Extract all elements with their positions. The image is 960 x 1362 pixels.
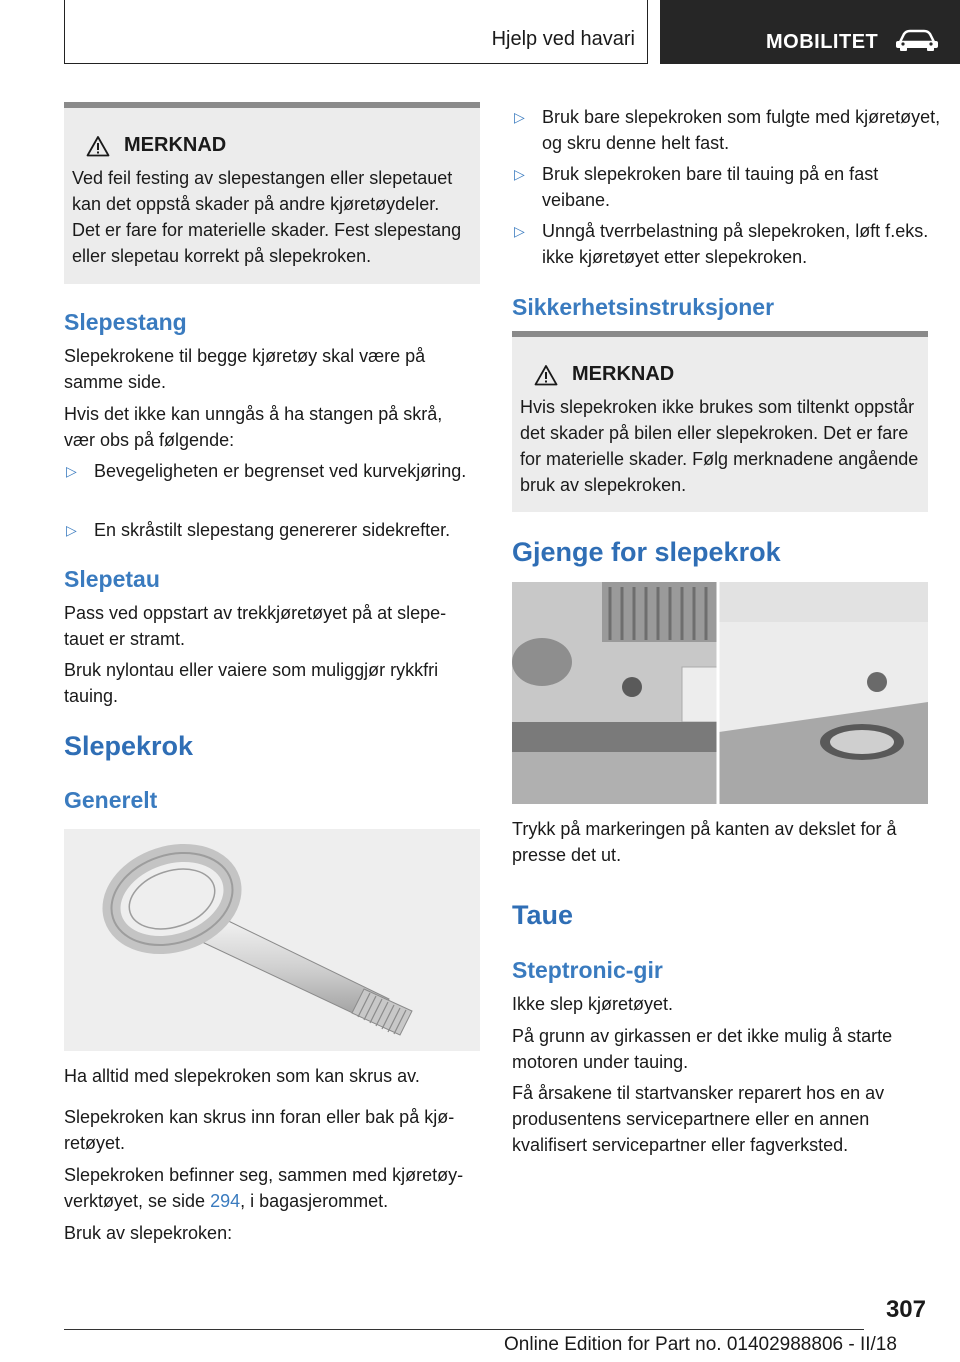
list-item: ▷ Bevegeligheten er begrenset ved kurvekjøring. xyxy=(64,458,480,484)
thread-cover-image xyxy=(512,582,928,804)
bullet-triangle-icon: ▷ xyxy=(514,223,525,239)
heading-slepestang: Slepestang xyxy=(64,309,187,335)
warning-icon xyxy=(534,364,558,386)
slepetau-p1: Pass ved oppstart av trekkjøretøyet på at slepetauet er stramt. xyxy=(64,603,447,649)
list-item: ▷ Unngå tverrbelastning på slepekroken, løft f.eks. ikke kjøretøyet etter slepekroken. xyxy=(512,218,942,270)
tow-hook-image xyxy=(64,829,480,1051)
tow-hook-illustration xyxy=(64,829,480,1051)
steptronic-p2: På grunn av girkassen er det ikke mulig å starte motoren under tauing. xyxy=(512,1026,893,1072)
notice-box-safety xyxy=(512,331,928,512)
slepestang-p1: Slepekrokene til begge kjøretøy skal være på samme side. xyxy=(64,346,426,392)
heading-gjenge: Gjenge for slepekrok xyxy=(512,537,781,567)
heading-sikkerhetsinstruksjoner: Sikkerhetsinstruksjoner xyxy=(512,294,775,320)
bullet-triangle-icon: ▷ xyxy=(514,109,525,125)
slepetau-p2: Bruk nylontau eller vaiere som muliggjør rykkfri tauing. xyxy=(64,660,439,706)
slepekrok-p1: Ha alltid med slepekroken som kan skrus av. xyxy=(64,1066,420,1086)
bumper-illustration xyxy=(512,582,928,804)
notice-title: MERKNAD xyxy=(534,363,920,386)
bullet-triangle-icon: ▷ xyxy=(66,463,77,479)
steptronic-p3: Få årsakene til startvansker reparert hos en av produsentens servicepartnere eller en annen kvalifisert servicepartner eller fagverksted. xyxy=(512,1083,885,1155)
header-chapter-title: MOBILITET xyxy=(766,31,879,53)
heading-slepekrok: Slepekrok xyxy=(64,731,194,761)
heading-generelt: Generelt xyxy=(64,787,158,813)
list-item: ▷ Bruk bare slepekroken som fulgte med kjøretøyet, og skru denne helt fast. xyxy=(512,104,958,156)
edition-text: Online Edition for Part no. 01402988806 - II/18 xyxy=(504,1334,897,1355)
car-icon xyxy=(894,28,940,52)
steptronic-p1: Ikke slep kjøretøyet. xyxy=(512,994,674,1014)
header-chapter-box xyxy=(660,0,960,64)
notice-text: Ved feil festing av slepestangen eller slepetauet kan det oppstå skader på andre kjøretøydeler. Det er fare for materielle skader. Fest slepestang eller slepetau korrekt på slepekroken. xyxy=(72,168,462,266)
notice-text: Hvis slepekroken ikke brukes som tiltenkt oppstår det skader på bilen eller slepekroken. Det er fare for materielle skader. Følg merknadene angående bruk av slepekroken. xyxy=(520,397,919,495)
slepekrok-p3: Slepekroken befinner seg, sammen med kjøretøy-verktøyet, se side 294, i bagasjerommet. xyxy=(64,1165,464,1211)
heading-taue: Taue xyxy=(512,900,574,930)
slepestang-p2: Hvis det ikke kan unngås å ha stangen på skrå, vær obs på følgende: xyxy=(64,404,443,450)
warning-icon xyxy=(86,135,110,157)
gjenge-text: Trykk på markeringen på kanten av dekslet for å presse det ut. xyxy=(512,819,897,865)
heading-steptronic: Steptronic-gir xyxy=(512,957,663,983)
slepekrok-p2: Slepekroken kan skrus inn foran eller bak på kjøretøyet. xyxy=(64,1107,455,1153)
page-number: 307 xyxy=(885,1296,926,1323)
header-section-box xyxy=(64,0,648,64)
heading-slepetau: Slepetau xyxy=(64,566,160,592)
list-item: ▷ Bruk slepekroken bare til tauing på en fast veibane. xyxy=(512,161,942,213)
page-link-294[interactable]: 294 xyxy=(210,1191,241,1211)
slepekrok-p4: Bruk av slepekroken: xyxy=(64,1223,233,1243)
list-item: ▷ En skråstilt slepestang genererer sidekrefter. xyxy=(64,517,510,543)
bullet-triangle-icon: ▷ xyxy=(514,166,525,182)
footer-divider xyxy=(64,1329,864,1330)
bullet-triangle-icon: ▷ xyxy=(66,522,77,538)
notice-box-towbar xyxy=(64,102,480,284)
header-section-title: Hjelp ved havari xyxy=(491,28,635,50)
notice-title: MERKNAD xyxy=(86,134,472,157)
